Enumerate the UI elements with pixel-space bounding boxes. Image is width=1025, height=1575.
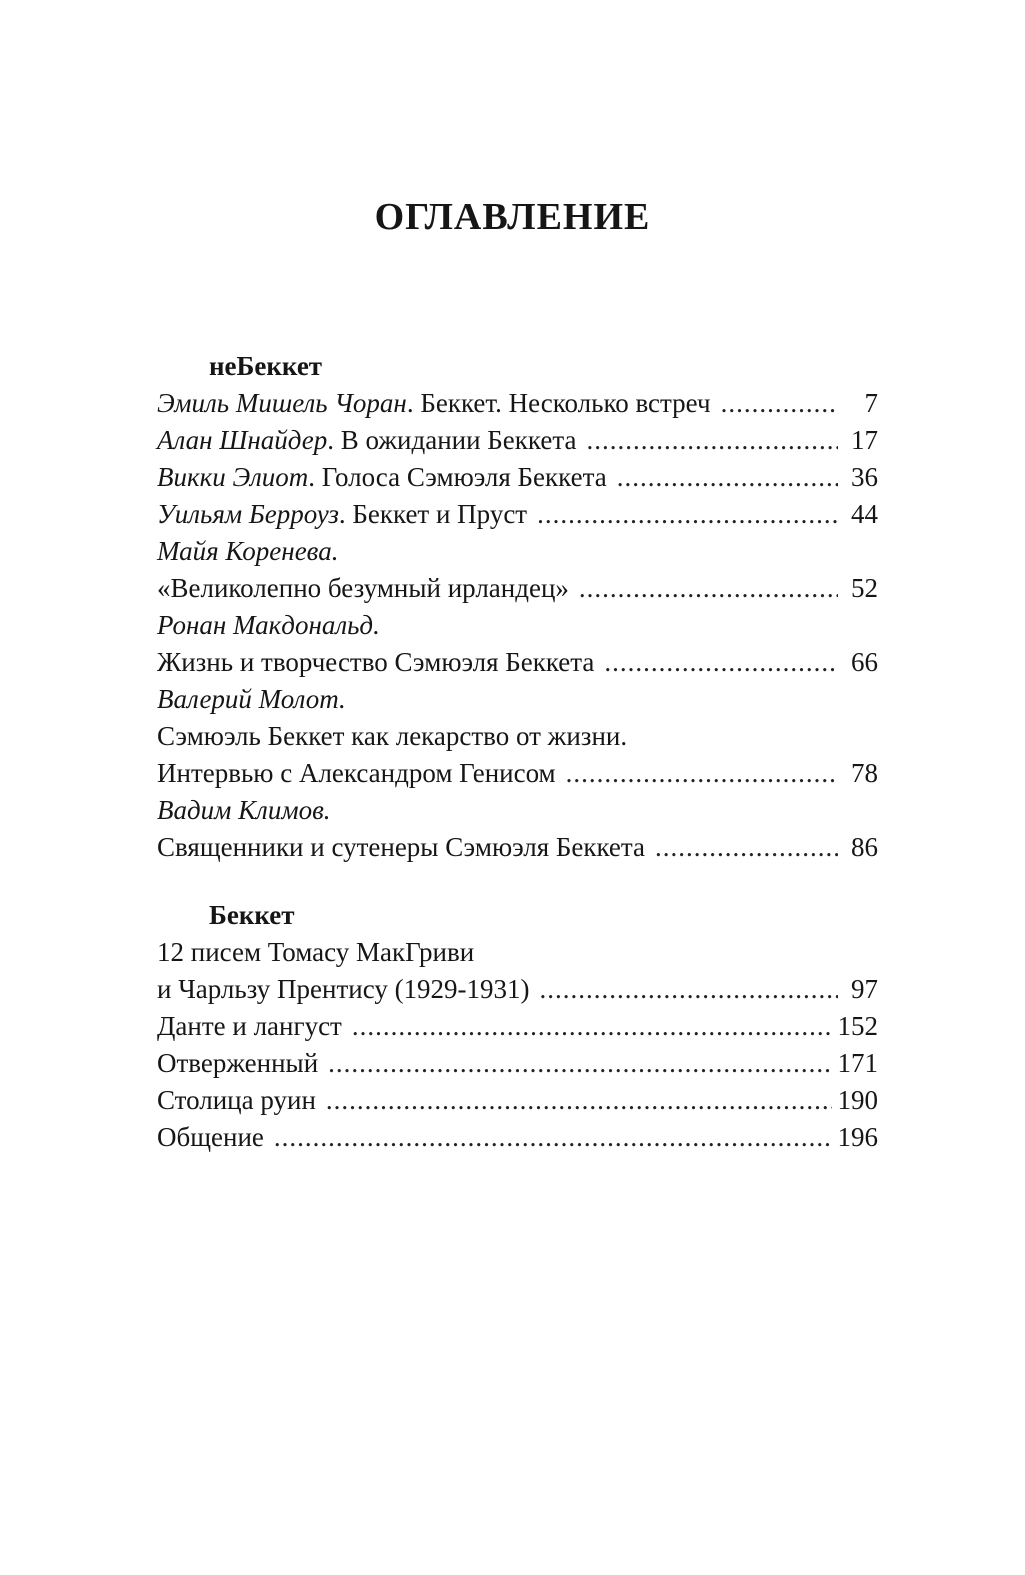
toc-entry-author-line [157,533,878,570]
page-number: 190 [837,1085,878,1115]
entry-title: Данте и лангуст [157,1011,342,1041]
entry-title: Столица руин [157,1085,316,1115]
dot-leader [352,1008,832,1045]
toc-entry-title-line [157,934,878,971]
toc-entry [157,422,878,459]
page-number: 86 [851,832,878,862]
toc-entry [157,1045,878,1082]
entry-title-part: Сэмюэль Беккет как лекарство от жизни. [157,721,628,751]
toc-section-nebeckett [157,348,878,866]
entry-title: Интервью с Александром Генисом [157,758,556,788]
section-heading: Беккет [209,900,295,930]
section-heading: неБеккет [209,351,323,381]
toc-entry-author-line [157,607,878,644]
entry-title: . Беккет и Пруст [338,499,528,529]
entry-title: Жизнь и творчество Сэмюэля Беккета [157,647,595,677]
toc-entry [157,459,878,496]
toc-entry-title-line [157,718,878,755]
entry-title: Священники и сутенеры Сэмюэля Беккета [157,832,646,862]
entry-title: «Великолепно безумный ирландец» [157,573,569,603]
entry-author: Вадим Климов. [157,795,331,825]
entry-title: Общение [157,1122,264,1152]
dot-leader [540,971,838,1008]
dot-leader [579,570,838,607]
entry-title: Отверженный [157,1048,319,1078]
toc-entry [157,971,878,1008]
page-number: 196 [837,1122,878,1152]
dot-leader [537,496,838,533]
toc-entry [157,496,878,533]
dot-leader [604,644,838,681]
toc-entry [157,385,878,422]
toc-section-beckett [157,897,878,1156]
entry-author: Алан Шнайдер [157,425,328,455]
entry-author: Уильям Берроуз [157,499,339,529]
page-number: 17 [851,425,878,455]
toc-entry [157,1082,878,1119]
toc-entry [157,644,878,681]
dot-leader [274,1119,832,1156]
entry-author: Ронан Макдональд. [157,610,380,640]
dot-leader [328,1045,831,1082]
page-number: 44 [851,499,878,529]
dot-leader [655,829,838,866]
page-number: 7 [864,388,878,418]
page-number: 171 [837,1048,878,1078]
dot-leader [326,1082,832,1119]
entry-title: . Голоса Сэмюэля Беккета [308,462,607,492]
page-number: 152 [837,1011,878,1041]
page-number: 66 [851,647,878,677]
dot-leader [617,459,838,496]
page-number: 36 [851,462,878,492]
dot-leader [721,385,838,422]
entry-title-part: 12 писем Томасу МакГриви [157,937,475,967]
entry-author: Майя Коренева. [157,536,339,566]
toc-entry [157,1008,878,1045]
entry-title: и Чарльзу Прентису (1929-1931) [157,974,530,1004]
toc-entry-author-line [157,792,878,829]
toc-entry [157,1119,878,1156]
entry-title: . В ожидании Беккета [327,425,577,455]
page-number: 78 [851,758,878,788]
dot-leader [566,755,838,792]
entry-title: . Беккет. Несколько встреч [406,388,711,418]
toc-entry [157,570,878,607]
toc-entry [157,829,878,866]
entry-author: Викки Элиот [157,462,309,492]
toc-entry [157,755,878,792]
toc-entry-author-line [157,681,878,718]
entry-author: Эмиль Мишель Чоран [157,388,407,418]
page-number: 52 [851,573,878,603]
page-number: 97 [851,974,878,1004]
page-title: ОГЛАВЛЕНИЕ [374,196,651,238]
entry-author: Валерий Молот. [157,684,346,714]
dot-leader [586,422,838,459]
